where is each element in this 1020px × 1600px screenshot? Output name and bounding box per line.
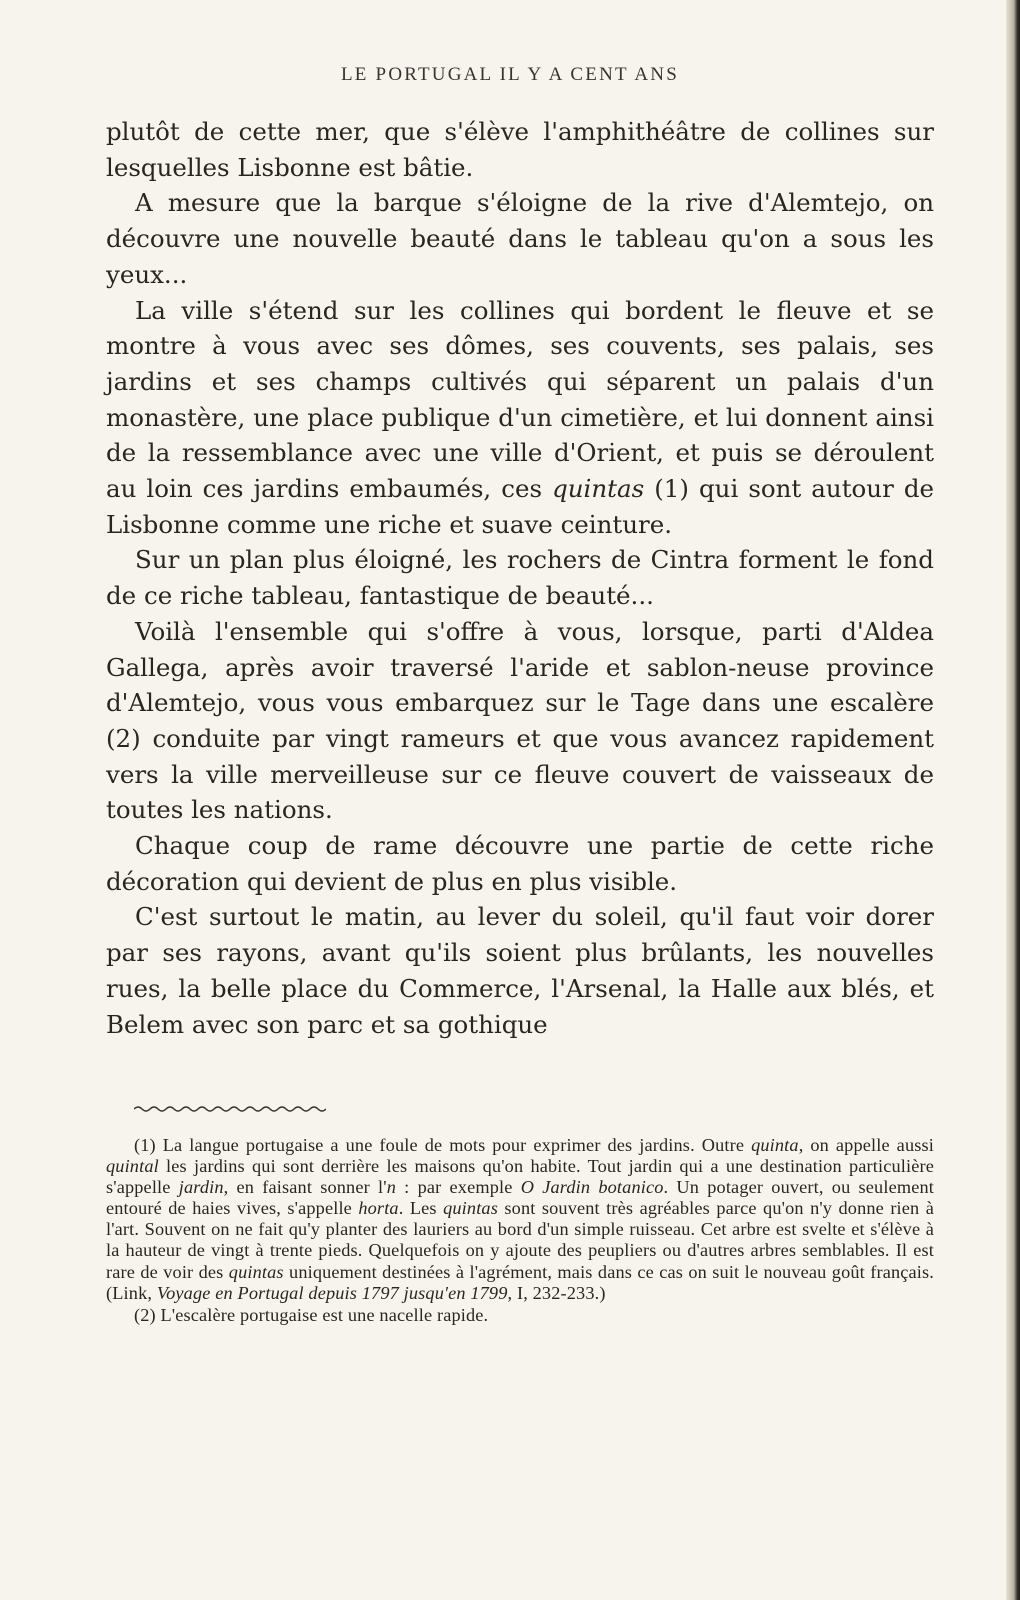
fn1-i3: jardin [178,1177,224,1198]
paragraph-2: A mesure que la barque s'éloigne de la rive d'Alemtejo, on découvre une nouvelle beauté dans le tableau qu'on a sous les yeux... [106,188,934,289]
fn1-s10: , I, 232-233.) [507,1282,606,1303]
fn1-s8: sont souvent très agréables parce qu'on n'y donne rien à l'art. Souvent on ne fait qu'y planter des lauriers au bord d'un simple ruisseau. Cet arbre est svelte et s'élève à la hauteur de vingt à trente pieds. Quelquefois on y ajoute des peupliers ou d'autres arbres semblables. Il est rare de voir des [106,1198,935,1282]
footnote-1 [106,1135,934,1304]
fn1-s1: (1) La langue portugaise a une foule de mots pour exprimer des jardins. Outre [134,1135,752,1155]
paragraph-7: C'est surtout le matin, au lever du soleil, qu'il faut voir dorer par ses rayons, avant qu'ils soient plus brûlants, les nouvelles rues, la belle place du Commerce, l'Arsenal, la Halle aux blés, et Belem avec son parc et sa gothique [106,902,934,1039]
paragraph-3-italic-quintas: quintas [552,474,645,504]
paragraph-1: plutôt de cette mer, que s'élève l'amphithéâtre de collines sur lesquelles Lisbonne est bâtie. [106,117,934,182]
footnote-separator-ornament [134,1104,326,1112]
fn1-s9: uniquement destinées à l'agrément, mais dans ce cas on suit le nouveau goût français. (Link, [106,1261,934,1303]
fn1-i2: quintal [106,1156,159,1177]
fn1-s4: , en faisant sonner l' [223,1177,387,1198]
fn1-s6: . Un potager ouvert, ou seulement entouré de haies vives, s'appelle [106,1177,934,1219]
fn1-i4: n [386,1177,396,1198]
paragraph-3 [106,293,934,543]
paragraph-5: Voilà l'ensemble qui s'offre à vous, lorsque, parti d'Aldea Gallega, après avoir traversé l'aride et sablon-neuse province d'Alemtejo, vous vous embarquez sur le Tage dans une escalère (2) conduite par vingt rameurs et que vous avancez rapidement vers la ville merveilleuse sur ce fleuve couvert de vaisseaux de toutes les nations. [106,616,934,825]
fn1-i6: horta [358,1198,399,1219]
paragraph-4: Sur un plan plus éloigné, les rochers de Cintra forment le fond de ce riche tableau, fantastique de beauté... [106,545,934,611]
main-text [106,114,934,1042]
fn1-s3: les jardins qui sont derrière les maisons qu'on habite. Tout jardin qui a une destination particulière s'appelle [106,1156,934,1198]
fn1-i8: quintas [228,1261,284,1282]
page-edge-shadow [1006,0,1020,1600]
fn1-i1: quinta [751,1135,799,1155]
footnotes [106,1135,934,1326]
fn1-s5: : par exemple [396,1177,521,1198]
fn1-i5: O Jardin botanico [520,1177,664,1198]
paragraph-3-text-a: La ville s'étend sur les collines qui bordent le fleuve et se montre à vous avec ses dômes, ses couvents, ses palais, ses jardins et ses champs cultivés qui séparent un palais d'un monastère, une place publique d'un cimetière, et lui donnent ainsi de la ressemblance avec une ville d'Orient, et puis se déroulent au loin ces jardins embaumés, ces [106,295,934,504]
fn1-i7: quintas [443,1198,498,1219]
fn1-s2: , on appelle aussi [798,1135,934,1155]
paragraph-3-text-b: (1) qui sont autour de Lisbonne comme une riche et suave ceinture. [106,474,935,539]
paragraph-6: Chaque coup de rame découvre une partie de cette riche décoration qui devient de plus en plus visible. [106,831,934,896]
fn1-s7: . Les [398,1198,444,1219]
running-title: LE PORTUGAL IL Y A CENT ANS [341,64,679,85]
footnote-2: (2) L'escalère portugaise est une nacelle rapide. [134,1304,489,1325]
fn1-i9: Voyage en Portugal depuis 1797 jusqu'en 1799 [156,1282,508,1303]
